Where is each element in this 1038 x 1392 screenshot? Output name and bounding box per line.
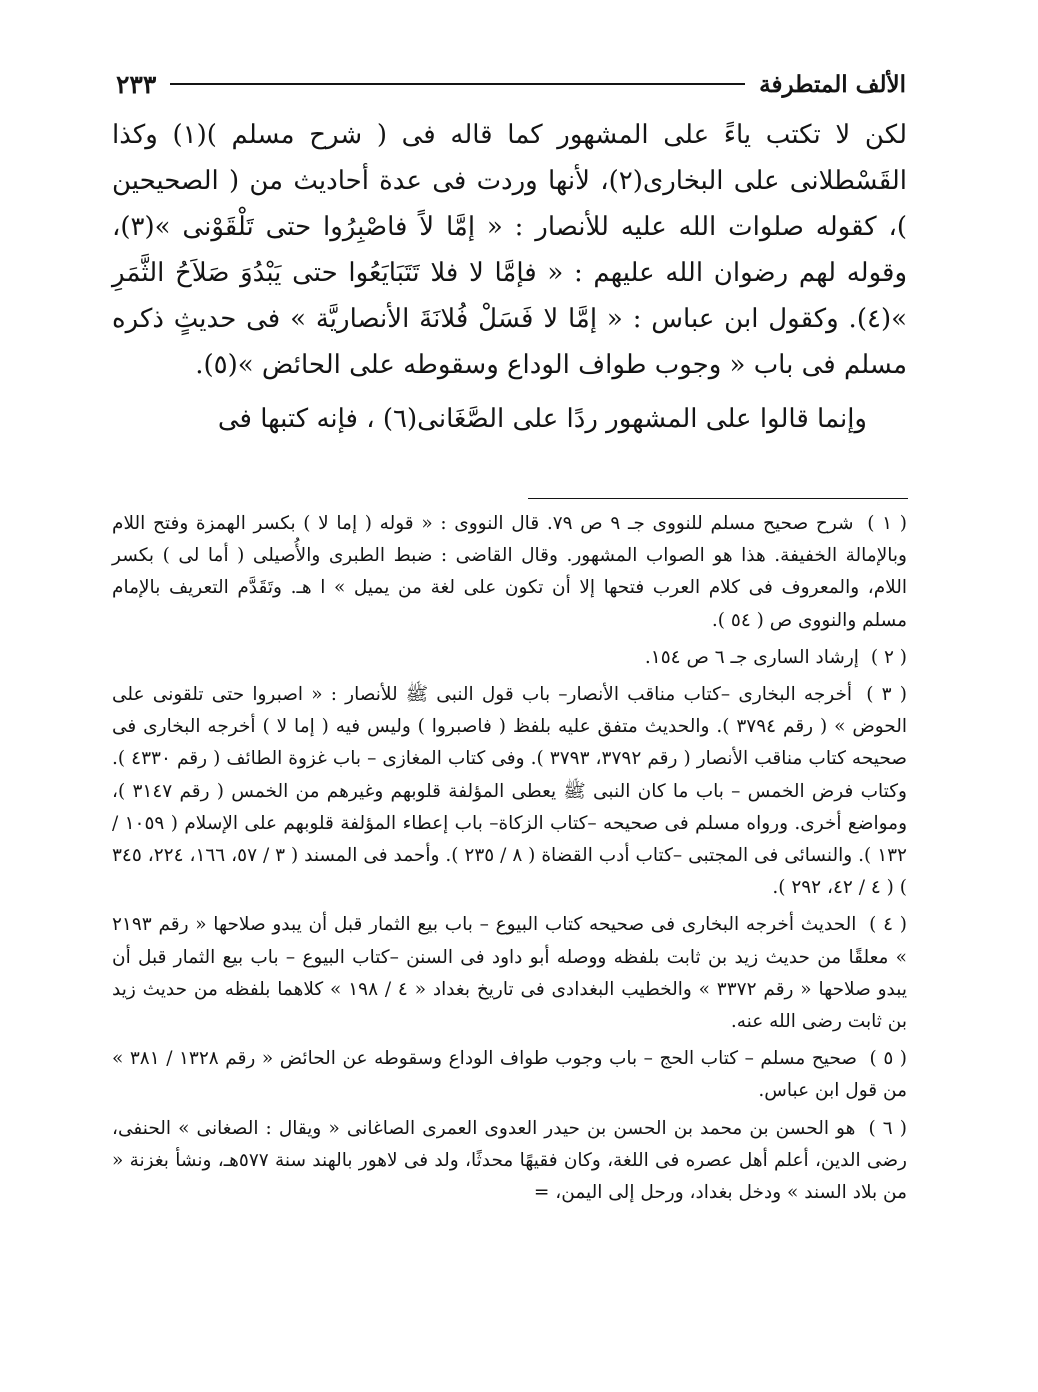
footnote-marker: ( ٢ ) (870, 646, 907, 668)
footnote (112, 1113, 907, 1210)
page-number: ٢٣٣ (116, 69, 157, 99)
footnote-separator (528, 498, 908, 499)
footnote-text: أخرجه البخارى –كتاب مناقب الأنصار– باب قول النبى ﷺ للأنصار : « اصبروا حتى تلقونى على الحوض » ( رقم ٣٧٩٤ ). والحديث متفق عليه بلفظ ( فاصبروا ) وليس فيه ( إما لا ) أخرجه البخارى فى صحيحه كتاب مناقب الأنصار ( رقم ٣٧٩٢، ٣٧٩٣ ). وفى كتاب المغازى – باب غزوة الطائف ( رقم ٤٣٣٠ ). وكتاب فرض الخمس – باب ما كان النبى ﷺ يعطى المؤلفة قلوبهم وغيرهم من الخمس ( رقم ٣١٤٧ )، ومواضع أخرى. ورواه مسلم فى صحيحه –كتاب الزكاة– باب إعطاء المؤلفة قلوبهم على الإسلام ( ١٠٥٩ / ١٣٢ ). والنسائى فى المجتبى –كتاب أدب القضاة ( ٨ / ٢٣٥ ). وأحمد فى المسند ( ٣ / ٥٧، ١٦٦، ٢٢٤، ٣٤٥ ) ( ٤ / ٤٢، ٢٩٢ ). (112, 684, 908, 899)
footnote (112, 909, 907, 1038)
footnote-marker: ( ٤ ) (869, 914, 907, 936)
footnote-text: شرح صحيح مسلم للنووى جـ ٩ ص ٧٩. قال النووى : « قوله ( إما لا ) بكسر الهمزة وفتح اللام وبالإمالة الخفيفة. هذا هو الصواب المشهور. وقال القاضى : ضبط الطبرى والأُصيلى ( أما لى ) بكسر اللام، والمعروف فى كلام العرب فتحها إلا أن تكون على لغة من يميل » ا هـ. وتَقَدَّم التعريف بالإمام مسلم والنووى ص ( ٥٤ ). (112, 513, 907, 631)
body-paragraph: لكن لا تكتب ياءً على المشهور كما قاله فى ( شرح مسلم )(١) وكذا القَسْطلانى على البخارى(٢)، لأنها وردت فى عدة أحاديث من ( الصحيحين )، كقوله صلوات الله عليه للأنصار : « إمَّا لاً فاصْبِرُوا حتى تَلْقَوْنى »(٣)، وقوله لهم رضوان الله عليهم : « فإمَّا لا فلا تَتَبَايَعُوا حتى يَبْدُوَ صَلاَحُ الثَّمَرِ »(٤). وكقول ابن عباس : « إمَّا لا فَسَلْ فُلانَةَ الأنصاريَّة » فى حديثٍ ذكره مسلم فى باب « وجوب طواف الوداع وسقوطه على الحائض »(٥). (112, 120, 908, 380)
footnote (112, 508, 907, 637)
footnote-text: صحيح مسلم – كتاب الحج – باب وجوب طواف الوداع وسقوطه عن الحائض « رقم ١٣٢٨ / ٣٨١ » من قول ابن عباس. (112, 1048, 907, 1102)
footnote-text: هو الحسن بن محمد بن الحسن بن حيدر العدوى العمرى الصاغانى « ويقال : الصغانى » الحنفى، رضى الدين، أعلم أهل عصره فى اللغة، وكان فقيهًا محدثًا، ولد فى لاهور بالهند سنة ٥٧٧هـ، ونشأ بغزنة « من بلاد السند » ودخل بغداد، ورحل إلى اليمن، = (112, 1117, 907, 1204)
main-text (112, 112, 907, 442)
footnote-marker: ( ٦ ) (868, 1117, 907, 1139)
footnote-marker: ( ٥ ) (869, 1048, 908, 1070)
footnote (112, 679, 907, 904)
page-header (116, 64, 906, 104)
body-paragraph: وإنما قالوا على المشهور ردًا على الصَّغَانى(٦) ، فإنه كتبها فى (217, 404, 867, 434)
footnote-text: الحديث أخرجه البخارى فى صحيحه كتاب البيوع – باب بيع الثمار قبل أن يبدو صلاحها « رقم ٢١٩٣ » معلقًا من حديث زيد بن ثابت بلفظه ووصله أبو داود فى السنن –كتاب البيوع – باب بيع الثمار قبل أن يبدو صلاحها « رقم ٣٣٧٢ » والخطيب البغدادى فى تاريخ بغداد « ٤ / ١٩٨ » كلاهما بلفظه من حديث زيد بن ثابت رضى الله عنه. (112, 914, 907, 1033)
footnote-marker: ( ١ ) (867, 513, 907, 534)
running-title: الألف المتطرفة (759, 70, 906, 98)
footnote (112, 642, 907, 674)
footnote (112, 1043, 907, 1107)
header-rule (170, 83, 745, 85)
footnote-marker: ( ٣ ) (866, 684, 907, 706)
footnote-text: إرشاد السارى جـ ٦ ص ١٥٤. (644, 646, 859, 668)
footnotes (112, 508, 907, 1214)
